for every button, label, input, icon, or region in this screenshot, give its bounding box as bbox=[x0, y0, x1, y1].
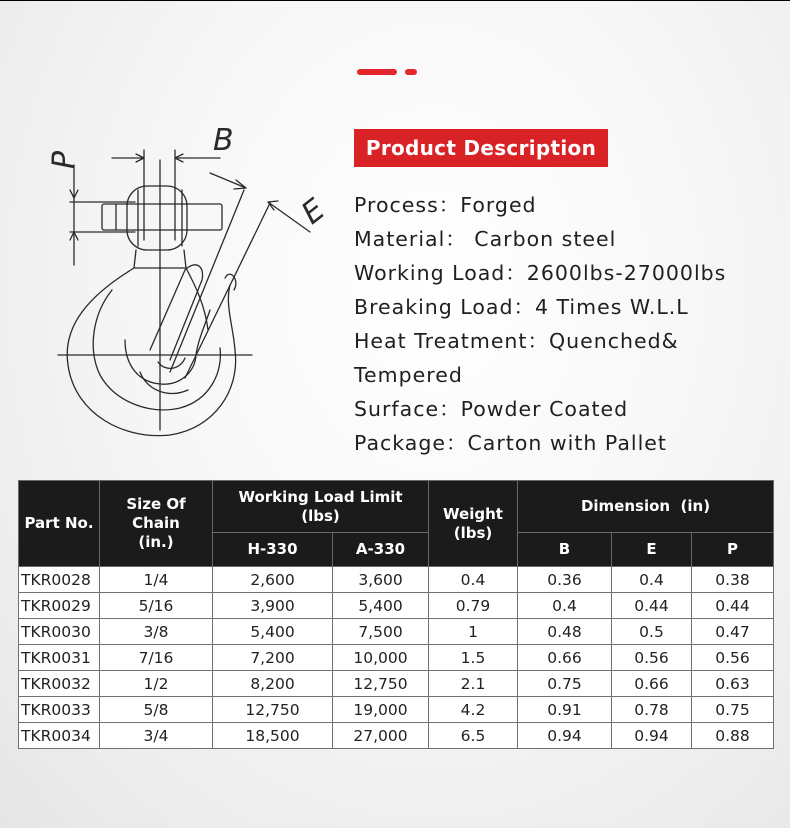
cell-size: 1/2 bbox=[100, 671, 213, 697]
cell-size: 5/16 bbox=[100, 593, 213, 619]
cell-b: 0.66 bbox=[518, 645, 612, 671]
spec-surface: Surface：Powder Coated bbox=[354, 397, 629, 421]
clevis-hook-diagram bbox=[20, 110, 350, 460]
table-row bbox=[19, 567, 774, 593]
cell-size: 3/4 bbox=[100, 723, 213, 749]
table-row bbox=[19, 723, 774, 749]
cell-part-no: TKR0033 bbox=[19, 697, 100, 723]
cell-p: 0.47 bbox=[692, 619, 774, 645]
cell-part-no: TKR0028 bbox=[19, 567, 100, 593]
cell-part-no: TKR0031 bbox=[19, 645, 100, 671]
cell-a330: 7,500 bbox=[333, 619, 429, 645]
cell-weight: 2.1 bbox=[429, 671, 518, 697]
cell-part-no: TKR0032 bbox=[19, 671, 100, 697]
spec-package: Package：Carton with Pallet bbox=[354, 431, 667, 455]
cell-e: 0.66 bbox=[612, 671, 692, 697]
header-wll-line1: Working Load Limit bbox=[238, 487, 403, 506]
cell-h330: 18,500 bbox=[213, 723, 333, 749]
header-e: E bbox=[612, 533, 692, 567]
header-p: P bbox=[692, 533, 774, 567]
cell-e: 0.4 bbox=[612, 567, 692, 593]
cell-h330: 12,750 bbox=[213, 697, 333, 723]
top-border-line bbox=[0, 0, 790, 1]
cell-size: 1/4 bbox=[100, 567, 213, 593]
header-weight-line1: Weight bbox=[443, 504, 503, 523]
cell-a330: 12,750 bbox=[333, 671, 429, 697]
table-row bbox=[19, 619, 774, 645]
cell-b: 0.4 bbox=[518, 593, 612, 619]
product-description-title: Product Description bbox=[354, 129, 608, 167]
cell-part-no: TKR0029 bbox=[19, 593, 100, 619]
decor-bar-short bbox=[405, 69, 417, 75]
cell-e: 0.5 bbox=[612, 619, 692, 645]
cell-h330: 2,600 bbox=[213, 567, 333, 593]
cell-part-no: TKR0030 bbox=[19, 619, 100, 645]
cell-p: 0.75 bbox=[692, 697, 774, 723]
cell-a330: 19,000 bbox=[333, 697, 429, 723]
cell-b: 0.94 bbox=[518, 723, 612, 749]
cell-a330: 5,400 bbox=[333, 593, 429, 619]
cell-p: 0.56 bbox=[692, 645, 774, 671]
header-b: B bbox=[518, 533, 612, 567]
spec-heat-treatment-cont: Tempered bbox=[354, 363, 463, 387]
cell-h330: 7,200 bbox=[213, 645, 333, 671]
header-weight bbox=[429, 481, 518, 567]
header-weight-line2: (lbs) bbox=[453, 523, 493, 542]
spec-working-load: Working Load：2600lbs-27000lbs bbox=[354, 261, 727, 285]
spec-table bbox=[18, 480, 774, 749]
cell-size: 5/8 bbox=[100, 697, 213, 723]
cell-weight: 6.5 bbox=[429, 723, 518, 749]
cell-weight: 4.2 bbox=[429, 697, 518, 723]
header-size-line1: Size Of bbox=[126, 495, 186, 513]
header-size-of-chain bbox=[100, 481, 213, 567]
cell-b: 0.48 bbox=[518, 619, 612, 645]
cell-weight: 0.4 bbox=[429, 567, 518, 593]
cell-h330: 5,400 bbox=[213, 619, 333, 645]
cell-a330: 3,600 bbox=[333, 567, 429, 593]
header-wll-line2: (lbs) bbox=[301, 506, 340, 525]
cell-b: 0.91 bbox=[518, 697, 612, 723]
cell-a330: 27,000 bbox=[333, 723, 429, 749]
cell-e: 0.44 bbox=[612, 593, 692, 619]
spec-material: Material： Carbon steel bbox=[354, 227, 617, 251]
table-row bbox=[19, 671, 774, 697]
cell-part-no: TKR0034 bbox=[19, 723, 100, 749]
table-row bbox=[19, 645, 774, 671]
cell-size: 3/8 bbox=[100, 619, 213, 645]
cell-b: 0.75 bbox=[518, 671, 612, 697]
header-size-line2: Chain bbox=[132, 514, 180, 532]
cell-p: 0.88 bbox=[692, 723, 774, 749]
spec-heat-treatment: Heat Treatment：Quenched& bbox=[354, 329, 679, 353]
cell-h330: 8,200 bbox=[213, 671, 333, 697]
cell-size: 7/16 bbox=[100, 645, 213, 671]
header-part-no: Part No. bbox=[19, 481, 100, 567]
decor-bar-long bbox=[357, 69, 397, 75]
header-dimension: Dimension (in) bbox=[518, 481, 774, 533]
spec-list bbox=[354, 188, 784, 460]
header-a330: A-330 bbox=[333, 533, 429, 567]
header-working-load-limit bbox=[213, 481, 429, 533]
cell-e: 0.78 bbox=[612, 697, 692, 723]
cell-p: 0.38 bbox=[692, 567, 774, 593]
cell-b: 0.36 bbox=[518, 567, 612, 593]
dimension-label-e: E bbox=[295, 192, 332, 232]
cell-h330: 3,900 bbox=[213, 593, 333, 619]
cell-weight: 1 bbox=[429, 619, 518, 645]
header-size-line3: (in.) bbox=[138, 533, 174, 551]
cell-p: 0.44 bbox=[692, 593, 774, 619]
dimension-label-p: P bbox=[47, 150, 82, 169]
table-row bbox=[19, 697, 774, 723]
cell-a330: 10,000 bbox=[333, 645, 429, 671]
cell-p: 0.63 bbox=[692, 671, 774, 697]
cell-e: 0.94 bbox=[612, 723, 692, 749]
dimension-label-b: B bbox=[213, 123, 234, 158]
cell-weight: 1.5 bbox=[429, 645, 518, 671]
spec-breaking-load: Breaking Load：4 Times W.L.L bbox=[354, 295, 689, 319]
cell-e: 0.56 bbox=[612, 645, 692, 671]
cell-weight: 0.79 bbox=[429, 593, 518, 619]
spec-process: Process：Forged bbox=[354, 193, 537, 217]
header-h330: H-330 bbox=[213, 533, 333, 567]
table-row bbox=[19, 593, 774, 619]
